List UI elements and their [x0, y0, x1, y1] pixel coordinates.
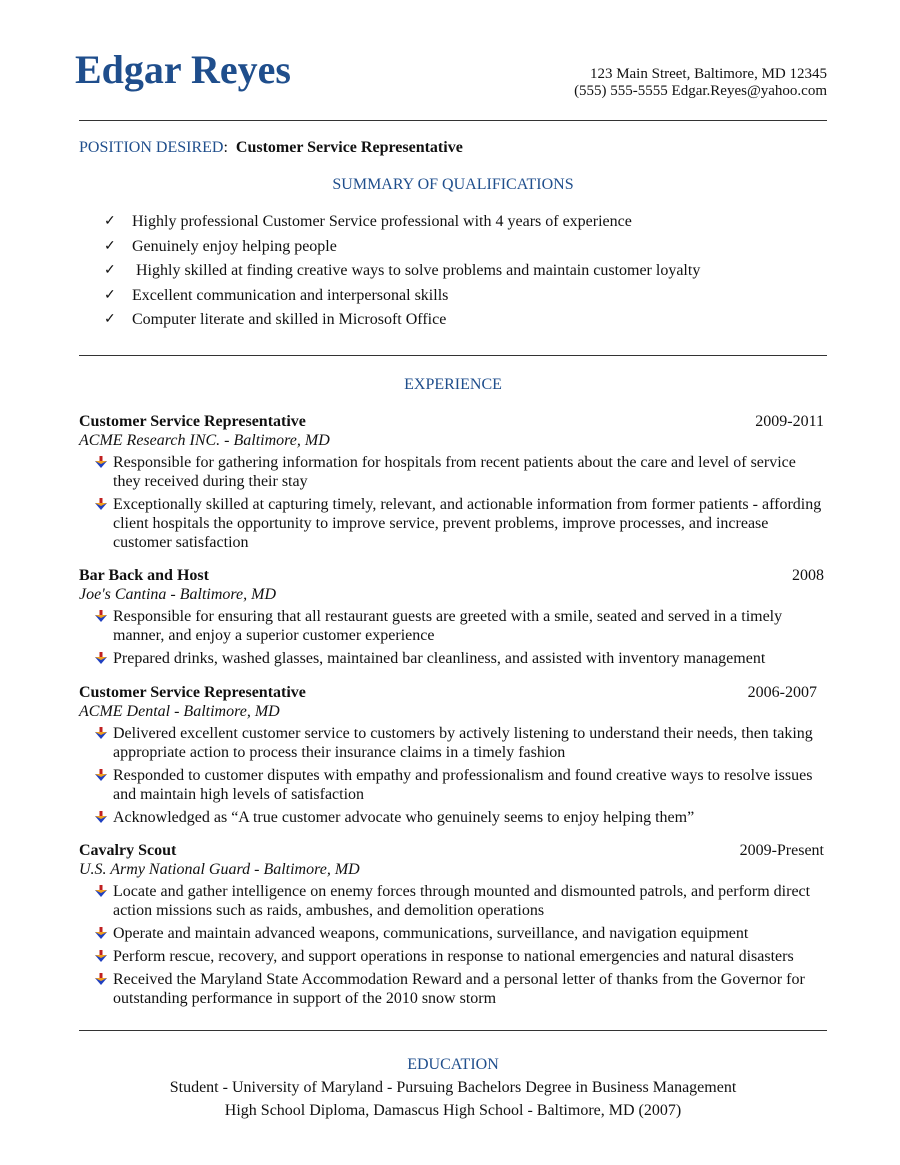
checkmark-icon: ✓: [104, 263, 116, 278]
arrow-bullet-icon: [94, 610, 108, 622]
list-item: Exceptionally skilled at capturing timely, relevant, and actionable information from former patients - affording client hospitals the opportunity to improve service, prevent problems, improve processes, and increase customer satisfaction: [79, 495, 827, 552]
list-item: Perform rescue, recovery, and support operations in response to national emergencies and natural disasters: [79, 947, 827, 966]
header-divider: [79, 120, 827, 121]
list-item: Operate and maintain advanced weapons, communications, surveillance, and navigation equipment: [79, 924, 827, 943]
job-bullets: [79, 882, 827, 1008]
candidate-name: Edgar Reyes: [75, 47, 291, 92]
job-dates: 2009-2011: [755, 413, 824, 430]
job-company: Joe's Cantina - Baltimore, MD: [79, 586, 277, 603]
list-item: Prepared drinks, washed glasses, maintained bar cleanliness, and assisted with inventory management: [79, 649, 827, 668]
summary-divider: [79, 355, 827, 356]
list-item: ✓ Genuinely enjoy helping people: [104, 237, 337, 255]
checkmark-icon: ✓: [104, 238, 116, 254]
arrow-bullet-icon: [94, 727, 108, 739]
job-dates: 2009-Present: [739, 842, 824, 859]
list-item: Responded to customer disputes with empathy and professionalism and found creative ways to resolve issues and maintain high levels of satisfaction: [79, 766, 827, 804]
job-entry: [79, 413, 827, 556]
arrow-bullet-icon: [94, 885, 108, 897]
list-item: Locate and gather intelligence on enemy forces through mounted and dismounted patrols, and perform direct action missions such as raids, ambushes, and demolition operations: [79, 882, 827, 920]
job-entry: [79, 842, 827, 1012]
contact-phone-email: (555) 555-5555 Edgar.Reyes@yahoo.com: [574, 83, 827, 99]
job-title: Customer Service Representative: [79, 413, 306, 430]
list-item: ✓ Highly skilled at finding creative ways to solve problems and maintain customer loyalty: [104, 262, 701, 279]
job-dates: 2006-2007: [747, 684, 817, 701]
list-item: Acknowledged as “A true customer advocate who genuinely seems to enjoy helping them”: [79, 808, 827, 827]
list-item: ✓ Excellent communication and interpersonal skills: [104, 286, 449, 304]
qualifications-list: [104, 213, 700, 336]
experience-divider: [79, 1030, 827, 1031]
list-item: Responsible for gathering information for hospitals from recent patients about the care and level of service they received during their stay: [79, 453, 827, 491]
list-item: ✓ Highly professional Customer Service professional with 4 years of experience: [104, 213, 632, 230]
education-line: High School Diploma, Damascus High School - Baltimore, MD (2007): [224, 1102, 682, 1119]
list-item: Delivered excellent customer service to customers by actively listening to understand their needs, then taking appropriate action to process their insurance claims in a timely fashion: [79, 724, 827, 762]
education-title: EDUCATION: [407, 1056, 499, 1073]
job-company: ACME Research INC. - Baltimore, MD: [79, 432, 330, 449]
job-company: U.S. Army National Guard - Baltimore, MD: [79, 861, 360, 878]
job-title: Customer Service Representative: [79, 684, 306, 701]
checkmark-icon: ✓: [104, 287, 116, 303]
job-title: Cavalry Scout: [79, 842, 177, 859]
list-item: Received the Maryland State Accommodation Reward and a personal letter of thanks from the Governor for outstanding performance in support of the 2010 snow storm: [79, 970, 827, 1008]
checkmark-icon: ✓: [104, 214, 116, 229]
job-entry: [79, 684, 827, 831]
arrow-bullet-icon: [94, 927, 108, 939]
checkmark-icon: ✓: [104, 312, 116, 327]
arrow-bullet-icon: [94, 973, 108, 985]
job-company: ACME Dental - Baltimore, MD: [79, 703, 280, 720]
arrow-bullet-icon: [94, 769, 108, 781]
position-value: Customer Service Representative: [235, 139, 463, 156]
position-separator: :: [223, 139, 228, 156]
job-entry: [79, 567, 827, 672]
arrow-bullet-icon: [94, 456, 108, 468]
job-dates: 2008: [792, 567, 824, 584]
arrow-bullet-icon: [94, 811, 108, 823]
summary-title: SUMMARY OF QUALIFICATIONS: [332, 176, 574, 193]
job-bullets: [79, 453, 827, 552]
arrow-bullet-icon: [94, 498, 108, 510]
job-title: Bar Back and Host: [79, 567, 209, 584]
list-item: Responsible for ensuring that all restaurant guests are greeted with a smile, seated and served in a timely manner, and enjoy a superior customer experience: [79, 607, 827, 645]
arrow-bullet-icon: [94, 950, 108, 962]
position-label: POSITION DESIRED: [79, 139, 224, 156]
experience-title: EXPERIENCE: [404, 376, 502, 393]
position-desired: [79, 139, 463, 157]
job-bullets: [79, 607, 827, 668]
education-line: Student - University of Maryland - Pursuing Bachelors Degree in Business Management: [169, 1079, 737, 1096]
list-item: ✓ Computer literate and skilled in Microsoft Office: [104, 311, 447, 328]
contact-address: 123 Main Street, Baltimore, MD 12345: [589, 66, 827, 82]
contact-block: [574, 66, 827, 100]
job-bullets: [79, 724, 827, 827]
arrow-bullet-icon: [94, 652, 108, 664]
